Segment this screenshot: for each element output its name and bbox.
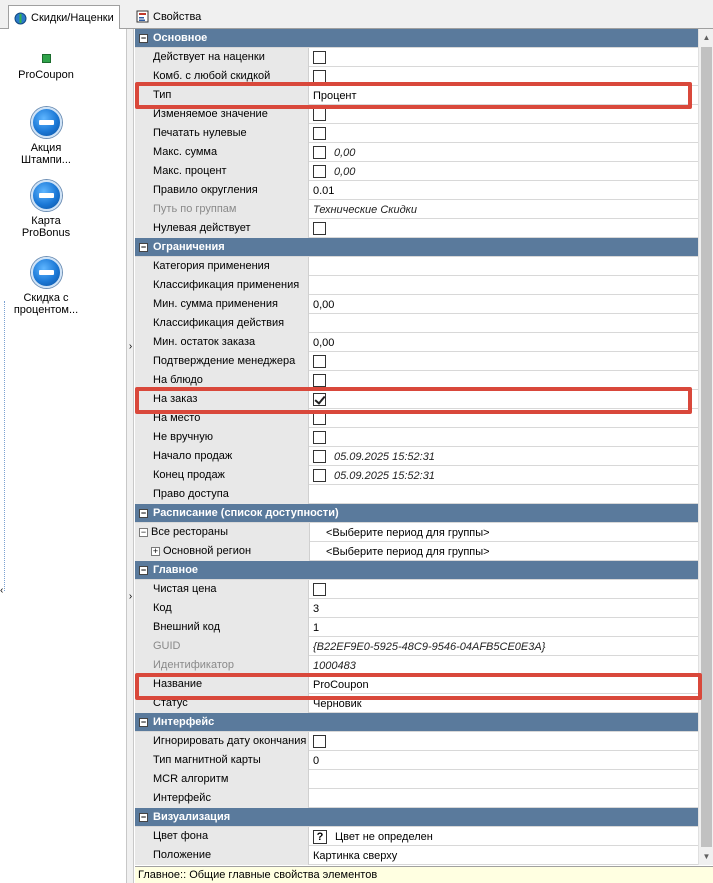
discount-circle-icon [31, 107, 62, 138]
prop-row[interactable] [135, 371, 698, 390]
category-interface[interactable]: − Интерфейс [135, 713, 698, 732]
prop-name: Интерфейс [149, 789, 309, 808]
prop-checkbox[interactable] [313, 583, 326, 596]
pane-divider [4, 301, 5, 591]
prop-value[interactable]: Процент [313, 89, 357, 102]
prop-name: Макс. сумма [149, 143, 309, 162]
prop-value: Технические Скидки [313, 203, 417, 216]
prop-row[interactable] [135, 143, 698, 162]
prop-row[interactable] [135, 200, 698, 219]
prop-name: Положение [149, 846, 309, 865]
prop-name: Право доступа [149, 485, 309, 504]
prop-name: Путь по группам [149, 200, 309, 219]
prop-checkbox[interactable] [313, 355, 326, 368]
prop-checkbox[interactable] [313, 51, 326, 64]
prop-name: Макс. процент [149, 162, 309, 181]
prop-row[interactable] [135, 181, 698, 200]
prop-row[interactable] [135, 428, 698, 447]
discounts-icon [14, 12, 27, 25]
prop-value[interactable]: Цвет не определен [335, 830, 433, 843]
prop-row[interactable] [135, 656, 698, 675]
prop-name: Начало продаж [149, 447, 309, 466]
prop-checkbox[interactable] [313, 70, 326, 83]
prop-name: Нулевая действует [149, 219, 309, 238]
prop-name: MCR алгоритм [149, 770, 309, 789]
prop-name: Подтверждение менеджера [149, 352, 309, 371]
category-main[interactable]: − Главное [135, 561, 698, 580]
prop-name: Чистая цена [149, 580, 309, 599]
prop-checkbox[interactable] [313, 735, 326, 748]
prop-value[interactable]: 0,00 [313, 336, 335, 349]
property-grid [135, 29, 698, 865]
prop-name: Название [149, 675, 309, 694]
prop-value[interactable]: 05.09.2025 15:52:31 [334, 450, 435, 463]
prop-name: Основной регион [163, 545, 252, 557]
prop-name: Код [149, 599, 309, 618]
scrollbar-thumb[interactable] [701, 47, 712, 847]
prop-row[interactable] [135, 447, 698, 466]
prop-value[interactable]: 05.09.2025 15:52:31 [334, 469, 435, 482]
prop-name: На место [149, 409, 309, 428]
prop-name: Мин. сумма применения [149, 295, 309, 314]
prop-row[interactable] [135, 409, 698, 428]
collapse-icon[interactable]: − [140, 526, 147, 537]
prop-row[interactable] [135, 732, 698, 751]
prop-row[interactable] [135, 105, 698, 124]
prop-row[interactable] [135, 523, 698, 542]
prop-row[interactable] [135, 48, 698, 67]
list-item-probonus-card[interactable] [10, 180, 82, 239]
list-item-label: Карта ProBonus [21, 215, 71, 239]
collapse-icon[interactable]: − [140, 717, 147, 727]
prop-checkbox[interactable] [313, 412, 326, 425]
prop-name: На блюдо [149, 371, 309, 390]
collapse-icon[interactable]: − [140, 33, 147, 43]
prop-row[interactable] [135, 314, 698, 333]
scroll-up-icon[interactable]: ▲ [702, 33, 711, 42]
prop-value[interactable]: 3 [313, 602, 320, 615]
prop-value[interactable]: 0,00 [334, 146, 356, 159]
prop-name: Правило округления [149, 181, 309, 200]
prop-row[interactable] [135, 257, 698, 276]
prop-name: Классификация применения [149, 276, 309, 295]
list-item-percent-discount[interactable] [10, 257, 82, 316]
category-basic[interactable]: − Основное [135, 29, 698, 48]
prop-row[interactable] [135, 846, 698, 865]
prop-value[interactable]: 0,00 [313, 298, 335, 311]
discount-circle-icon [31, 257, 62, 288]
prop-name: Конец продаж [149, 466, 309, 485]
prop-checkbox[interactable] [313, 127, 326, 140]
prop-value: 1000483 [313, 659, 356, 672]
prop-row[interactable] [135, 789, 698, 808]
prop-checkbox[interactable] [313, 146, 326, 159]
prop-name: Идентификатор [149, 656, 309, 675]
prop-checkbox[interactable] [313, 431, 326, 444]
prop-value[interactable]: 0 [313, 754, 320, 767]
prop-name: Тип [149, 86, 309, 105]
prop-row[interactable] [135, 618, 698, 637]
prop-row[interactable] [135, 352, 698, 371]
prop-row[interactable] [135, 295, 698, 314]
scroll-left-icon[interactable]: ‹ [0, 585, 4, 596]
prop-row[interactable] [135, 276, 698, 295]
expand-icon[interactable]: + [152, 545, 159, 556]
prop-name: Внешний код [149, 618, 309, 637]
prop-row[interactable] [135, 219, 698, 238]
prop-row[interactable] [135, 124, 698, 143]
tab-discounts[interactable] [8, 5, 120, 30]
list-item-label: Акция Штампи... [21, 142, 71, 166]
prop-row[interactable] [135, 542, 698, 561]
prop-row-name[interactable] [135, 675, 698, 694]
prop-checkbox[interactable] [313, 165, 326, 178]
expand-right-icon[interactable]: › [128, 341, 133, 352]
tab-properties-label: Свойства [153, 10, 202, 23]
prop-name: Тип магнитной карты [149, 751, 309, 770]
prop-checkbox[interactable] [313, 222, 326, 235]
prop-name: Классификация действия [149, 314, 309, 333]
prop-name: Действует на наценки [149, 48, 309, 67]
vertical-scrollbar[interactable] [698, 29, 713, 865]
tab-bar [0, 0, 713, 29]
prop-value[interactable]: 0.01 [313, 184, 335, 197]
prop-row[interactable] [135, 162, 698, 181]
collapse-icon[interactable]: − [140, 812, 147, 822]
prop-row[interactable] [135, 770, 698, 789]
prop-name: Категория применения [149, 257, 309, 276]
prop-row[interactable] [135, 637, 698, 656]
prop-value[interactable]: 0,00 [334, 165, 356, 178]
prop-row-on-order[interactable] [135, 390, 698, 409]
coupon-icon [42, 54, 51, 63]
collapse-icon[interactable]: − [140, 565, 147, 575]
prop-row-type[interactable] [135, 86, 698, 105]
scroll-down-icon[interactable]: ▼ [702, 852, 711, 861]
prop-name: Печатать нулевые [149, 124, 309, 143]
question-icon[interactable]: ? [313, 830, 327, 844]
prop-value[interactable]: <Выберите период для группы> [326, 526, 490, 539]
prop-row[interactable] [135, 751, 698, 770]
prop-row[interactable] [135, 67, 698, 86]
status-bar: Главное:: Общие главные свойства элементов [135, 866, 713, 883]
prop-checkbox-checked[interactable] [313, 393, 326, 406]
prop-value[interactable]: Картинка сверху [313, 849, 398, 862]
discount-circle-icon [31, 180, 62, 211]
prop-row[interactable] [135, 694, 698, 713]
prop-row[interactable] [135, 485, 698, 504]
pane-splitter[interactable] [127, 29, 134, 883]
discount-list-pane [0, 29, 127, 883]
tab-discounts-label: Скидки/Наценки [31, 12, 114, 24]
collapse-icon[interactable]: − [140, 242, 147, 252]
category-limits[interactable]: − Ограничения [135, 238, 698, 257]
prop-value[interactable]: ProCoupon [313, 678, 369, 691]
prop-name: GUID [149, 637, 309, 656]
prop-name: Все рестораны [151, 526, 228, 538]
prop-value[interactable]: <Выберите период для группы> [326, 545, 490, 558]
prop-name: Комб. с любой скидкой [149, 67, 309, 86]
properties-icon [136, 10, 149, 23]
prop-row[interactable] [135, 580, 698, 599]
prop-checkbox[interactable] [313, 108, 326, 121]
prop-name: На заказ [149, 390, 309, 409]
prop-row[interactable] [135, 333, 698, 352]
prop-name: Мин. остаток заказа [149, 333, 309, 352]
prop-name: Изменяемое значение [149, 105, 309, 124]
prop-name: Игнорировать дату окончания [149, 732, 309, 751]
prop-name: Цвет фона [149, 827, 309, 846]
tab-properties[interactable] [131, 4, 206, 29]
category-schedule[interactable]: − Расписание (список доступности) [135, 504, 698, 523]
prop-row[interactable] [135, 466, 698, 485]
prop-value: {B22EF9E0-5925-48C9-9546-04AFB5CE0E3A} [313, 640, 546, 653]
prop-checkbox[interactable] [313, 450, 326, 463]
prop-value[interactable]: 1 [313, 621, 320, 634]
prop-checkbox[interactable] [313, 469, 326, 482]
list-item-procoupon[interactable] [10, 54, 82, 81]
prop-row[interactable] [135, 827, 698, 846]
prop-value[interactable]: Черновик [313, 697, 362, 710]
list-item-label: ProCoupon [18, 69, 74, 81]
prop-row[interactable] [135, 599, 698, 618]
expand-right-icon[interactable]: › [128, 591, 133, 602]
list-item-stamp-promo[interactable] [10, 107, 82, 166]
list-item-label: Скидка с процентом... [13, 292, 79, 316]
category-visual[interactable]: − Визуализация [135, 808, 698, 827]
prop-checkbox[interactable] [313, 374, 326, 387]
prop-name: Не вручную [149, 428, 309, 447]
prop-name: Статус [149, 694, 309, 713]
collapse-icon[interactable]: − [140, 508, 147, 518]
